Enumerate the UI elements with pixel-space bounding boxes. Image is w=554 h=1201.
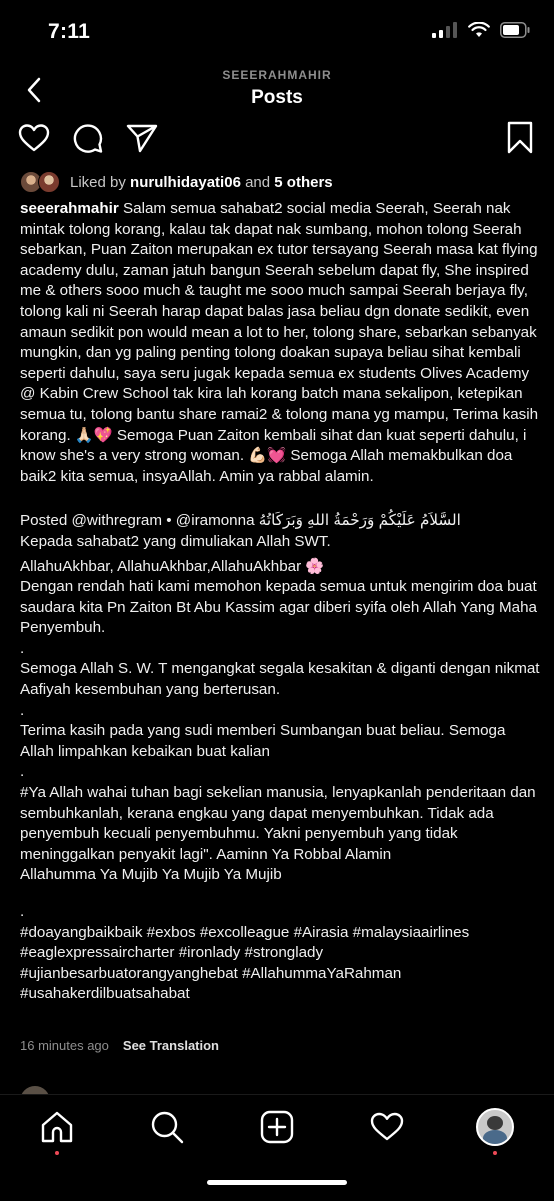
tab-new-post[interactable] xyxy=(257,1107,297,1147)
heart-icon xyxy=(18,123,50,153)
repost-line: Allahumma Ya Mujib Ya Mujib Ya Mujib xyxy=(20,866,282,884)
status-icons xyxy=(432,22,530,38)
notification-dot xyxy=(55,1151,59,1155)
caption-username[interactable]: seeerahmahir xyxy=(20,200,119,217)
hashtags[interactable]: #doayangbaikbaik #exbos #excolleague #Airasia #malaysiaairlines #eaglexpressaircharter #ironlady #stronglady #ujianbesarbuatorangyanghebat #AllahummaYaRahman #usahakerdilbuatsahabat xyxy=(20,923,474,1003)
repost-line: . xyxy=(20,639,25,657)
repost-line: #Ya Allah wahai tuhan bagi sekelian manusia, lenyapkanlah penderitaan dan sembuhkanlah, kerana engkau yang dapat menyembuhkan. Tidak ada penyembuh kecuali penyembuhmu. Yakni penyembuh yang tidak meninggalkan penyakit lagi". Aaminn Ya Robbal Alamin xyxy=(20,784,540,863)
repost-line: Terima kasih pada yang sudi memberi Sumbangan buat beliau. Semoga Allah limpahkan kebaikan buat kalian xyxy=(20,722,509,760)
repost-line: AllahuAkhbar, AllahuAkhbar,AllahuAkhbar 🌸 xyxy=(20,557,325,575)
tab-search[interactable] xyxy=(147,1107,187,1147)
search-icon xyxy=(150,1110,184,1144)
cellular-signal-icon xyxy=(432,22,458,38)
save-button[interactable] xyxy=(502,120,538,156)
home-icon xyxy=(40,1110,74,1144)
post-time: 16 minutes ago xyxy=(20,1038,109,1053)
repost-line: Semoga Allah S. W. T mengangkat segala kesakitan & diganti dengan nikmat Aafiyah kesembuhan yang berterusan. xyxy=(20,660,543,699)
header-username[interactable]: SEEERAHMAHIR xyxy=(222,68,332,82)
repost-line: . xyxy=(20,763,25,781)
liker-username[interactable]: nurulhidayati06 xyxy=(130,173,241,191)
post-meta xyxy=(20,1038,219,1053)
home-indicator xyxy=(207,1180,347,1185)
share-button[interactable] xyxy=(124,120,160,156)
likes-prefix: Liked by xyxy=(70,173,126,191)
repost-line: . xyxy=(20,701,25,719)
likes-summary[interactable] xyxy=(20,171,333,193)
likes-others[interactable]: 5 others xyxy=(274,173,333,191)
caption-text: Salam semua sahabat2 social media Seerah, Seerah nak mintak tolong korang, kalau tak dapat nak sumbang, mohon tolong Seerah sebarkan, Puan Zaiton merupakan ex tutor tersayang Seerah masa kat flying academy dulu, zaman jatuh bangun Seerah sebelum dapat fly, She inspired me & others sooo much & taught me sooo much sampai Seerah berjaya fly, tolong kali ni Seerah harap dapat balas jasa beliau dgn donate sedikit, even amaun sedikit pon would mean a lot to her, tolong share, sebarkan sebanyak mungkin, dan yg paling penting tolong doakan supaya beliau sihat kembali seperti dahulu, saya seru jugak kepada semua ex students Olives Academy @ Kabin Crew School tak kira lah korang batch mana sekalipon, ketepikan semua tu, tolong bantu share ramai2 & tolong mana yg mampu, Terima kasih korang. 🙏🏻💖 Semoga Puan Zaiton kembali sihat dan kuat seperti dahulu, i know she's a very strong woman. 💪🏻💓 Semoga Allah memakbulkan doa baik2 kita semua, insyaAllah. Amin ya rabbal alamin. xyxy=(20,200,543,485)
post-caption xyxy=(20,199,543,1005)
tab-home[interactable] xyxy=(37,1107,77,1147)
repost-line: Kepada sahabat2 yang dimuliakan Allah SWT. xyxy=(20,532,331,550)
like-button[interactable] xyxy=(16,120,52,156)
tab-profile[interactable] xyxy=(475,1107,515,1147)
plus-square-icon xyxy=(260,1110,294,1144)
repost-line: Dengan rendah hati kami memohon kepada semua untuk mengirim doa buat saudara kita Pn Zaiton Bt Abu Kassim agar diberi syifa oleh Allah Yang Maha Penyembuh. xyxy=(20,578,542,637)
comment-button[interactable] xyxy=(70,120,106,156)
wifi-icon xyxy=(468,22,490,38)
hashtags-dot: . xyxy=(20,903,25,920)
avatar xyxy=(476,1108,514,1146)
heart-icon xyxy=(370,1111,404,1143)
post-actions xyxy=(0,120,554,160)
comment-icon xyxy=(72,122,104,154)
see-translation-link[interactable]: See Translation xyxy=(122,1038,219,1053)
notification-dot xyxy=(493,1151,497,1155)
paper-plane-icon xyxy=(126,123,158,153)
page-title: Posts xyxy=(251,87,303,108)
status-bar xyxy=(0,0,554,60)
likes-conj: and xyxy=(245,173,271,191)
nav-header xyxy=(0,60,554,120)
battery-icon xyxy=(500,22,530,38)
caption-main xyxy=(20,199,543,487)
tab-activity[interactable] xyxy=(367,1107,407,1147)
liker-avatars xyxy=(20,171,62,193)
status-time: 7:11 xyxy=(48,20,91,43)
bookmark-icon xyxy=(506,121,534,155)
avatar xyxy=(38,171,60,193)
repost-line: Posted @withregram • @iramonna السَّلاَمُ عَلَيْكُمْ وَرَحْمَةُ اللهِ وَبَرَكَاتُهُ xyxy=(20,512,461,530)
